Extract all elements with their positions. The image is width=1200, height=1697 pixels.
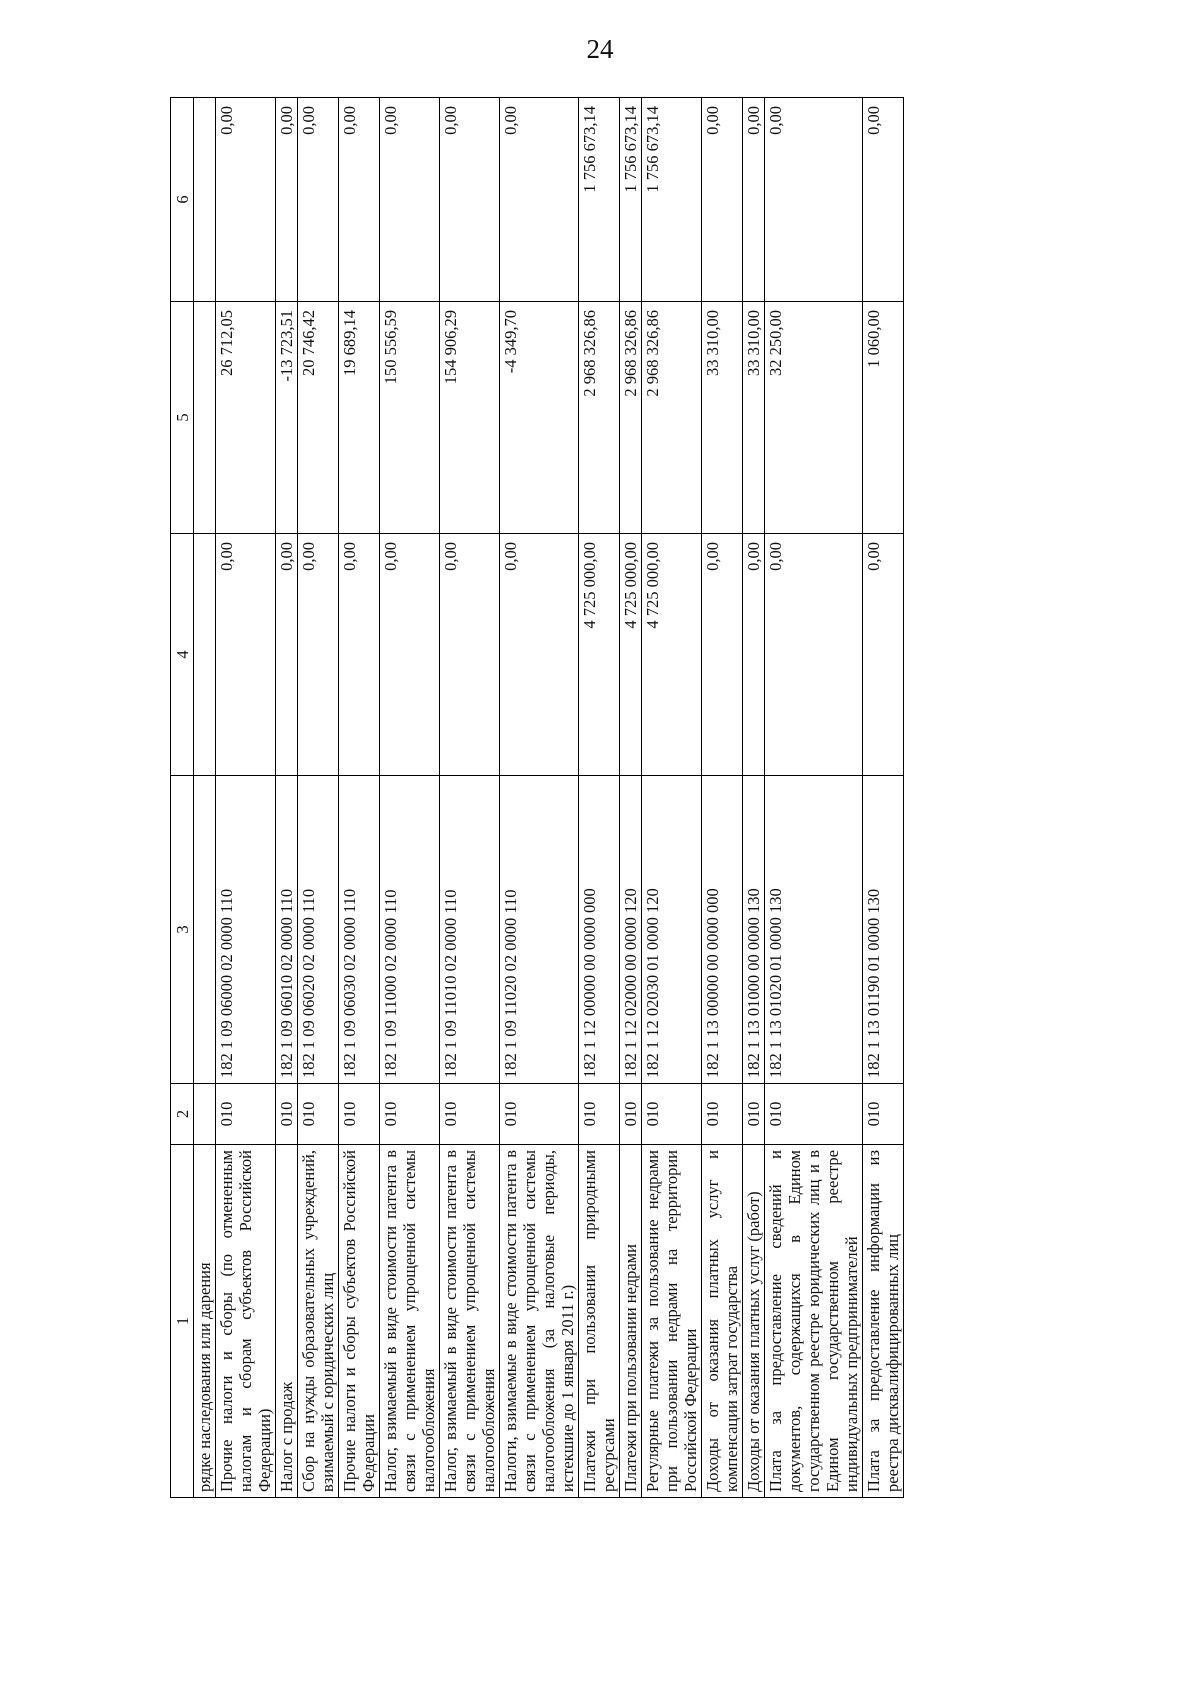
row-value-col5: 33 310,00 <box>743 302 765 534</box>
table-row <box>440 98 500 1498</box>
row-value-col6: 1 756 673,14 <box>620 98 642 302</box>
table-row <box>702 98 743 1498</box>
row-budget-code: 182 1 09 11020 02 0000 110 <box>500 776 579 1084</box>
row-line-code: 010 <box>620 1084 642 1145</box>
continuation-row <box>194 98 216 1498</box>
row-value-col6: 0,00 <box>743 98 765 302</box>
row-budget-code: 182 1 09 11010 02 0000 110 <box>440 776 500 1084</box>
table-row <box>216 98 276 1498</box>
row-budget-code: 182 1 12 00000 00 0000 000 <box>579 776 620 1084</box>
row-value-col5: 33 310,00 <box>702 302 743 534</box>
row-name: Прочие налоги и сборы (по отмененным налогам и сборам субъектов Российской Федерации) <box>216 1145 276 1498</box>
table-row <box>500 98 579 1498</box>
row-name: Налог, взимаемый в виде стоимости патента в связи с применением упрощенной системы налогообложения <box>380 1145 440 1498</box>
row-name: Платежи при пользовании недрами <box>620 1145 642 1498</box>
row-value-col5: -4 349,70 <box>500 302 579 534</box>
row-value-col6: 0,00 <box>765 98 863 302</box>
table-row <box>863 98 904 1498</box>
table-row <box>642 98 702 1498</box>
row-value-col5: 2 968 326,86 <box>579 302 620 534</box>
row-name: Плата за предоставление сведений и документов, содержащихся в Едином государственном реестре юридических лиц и в Едином государственном реестре индивидуальных предпринимателей <box>765 1145 863 1498</box>
row-name: Налоги, взимаемые в виде стоимости патента в связи с применением упрощенной системы налогообложения (за налоговые периоды, истекшие до 1 января 2011 г.) <box>500 1145 579 1498</box>
row-value-col4: 0,00 <box>500 534 579 776</box>
table-row <box>765 98 863 1498</box>
row-value-col4: 0,00 <box>298 534 339 776</box>
row-budget-code: 182 1 13 01190 01 0000 130 <box>863 776 904 1084</box>
header-cell: 4 <box>171 534 194 776</box>
row-value-col5: 20 746,42 <box>298 302 339 534</box>
row-line-code: 010 <box>863 1084 904 1145</box>
row-budget-code: 182 1 09 06010 02 0000 110 <box>276 776 298 1084</box>
row-name: Плата за предоставление информации из реестра дисквалифицированных лиц <box>863 1145 904 1498</box>
row-budget-code: 182 1 12 02000 00 0000 120 <box>620 776 642 1084</box>
table-row <box>380 98 440 1498</box>
row-budget-code: 182 1 09 06030 02 0000 110 <box>339 776 380 1084</box>
row-name: Налог с продаж <box>276 1145 298 1498</box>
row-value-col6: 0,00 <box>276 98 298 302</box>
row-value-col5: 32 250,00 <box>765 302 863 534</box>
row-budget-code: 182 1 13 01000 00 0000 130 <box>743 776 765 1084</box>
row-line-code: 010 <box>579 1084 620 1145</box>
header-cell: 5 <box>171 302 194 534</box>
row-name: Налог, взимаемый в виде стоимости патента в связи с применением упрощенной системы налогообложения <box>440 1145 500 1498</box>
table-header-row <box>171 98 194 1498</box>
row-value-col6: 0,00 <box>339 98 380 302</box>
row-value-col6: 0,00 <box>380 98 440 302</box>
row-budget-code: 182 1 09 11000 02 0000 110 <box>380 776 440 1084</box>
rotated-table-wrapper <box>170 98 1037 1498</box>
row-value-col6: 0,00 <box>702 98 743 302</box>
row-line-code: 010 <box>440 1084 500 1145</box>
row-value-col5: 154 906,29 <box>440 302 500 534</box>
row-name: Доходы от оказания платных услуг (работ) <box>743 1145 765 1498</box>
row-name: Платежи при пользовании природными ресурсами <box>579 1145 620 1498</box>
row-value-col5: 2 968 326,86 <box>642 302 702 534</box>
row-value-col4: 0,00 <box>440 534 500 776</box>
header-cell: 1 <box>171 1145 194 1498</box>
row-value-col6: 1 756 673,14 <box>642 98 702 302</box>
header-cell: 6 <box>171 98 194 302</box>
row-value-col4: 0,00 <box>216 534 276 776</box>
row-value-col6: 0,00 <box>500 98 579 302</box>
row-line-code: 010 <box>500 1084 579 1145</box>
row-name: Доходы от оказания платных услуг и компенсации затрат государства <box>702 1145 743 1498</box>
row-line-code: 010 <box>765 1084 863 1145</box>
row-budget-code: 182 1 09 06000 02 0000 110 <box>216 776 276 1084</box>
row-value-col4: 4 725 000,00 <box>579 534 620 776</box>
row-budget-code: 182 1 13 00000 00 0000 000 <box>702 776 743 1084</box>
row-line-code: 010 <box>216 1084 276 1145</box>
table-row <box>276 98 298 1498</box>
row-value-col4: 0,00 <box>339 534 380 776</box>
row-value-col5: -13 723,51 <box>276 302 298 534</box>
header-cell: 2 <box>171 1084 194 1145</box>
row-value-col5: 2 968 326,86 <box>620 302 642 534</box>
row-value-col6: 0,00 <box>440 98 500 302</box>
continuation-text: рядке наследования или дарения <box>194 1145 216 1498</box>
table-row <box>743 98 765 1498</box>
row-budget-code: 182 1 13 01020 01 0000 130 <box>765 776 863 1084</box>
row-line-code: 010 <box>339 1084 380 1145</box>
row-line-code: 010 <box>642 1084 702 1145</box>
row-value-col6: 0,00 <box>298 98 339 302</box>
row-name: Сбор на нужды образовательных учреждений, взимаемый с юридических лиц <box>298 1145 339 1498</box>
table-body <box>216 98 904 1498</box>
row-value-col4: 4 725 000,00 <box>642 534 702 776</box>
row-value-col6: 0,00 <box>216 98 276 302</box>
row-value-col4: 0,00 <box>765 534 863 776</box>
table-row <box>620 98 642 1498</box>
row-line-code: 010 <box>276 1084 298 1145</box>
row-value-col5: 150 556,59 <box>380 302 440 534</box>
row-value-col4: 0,00 <box>702 534 743 776</box>
row-line-code: 010 <box>702 1084 743 1145</box>
row-line-code: 010 <box>380 1084 440 1145</box>
row-value-col4: 0,00 <box>380 534 440 776</box>
row-budget-code: 182 1 12 02030 01 0000 120 <box>642 776 702 1084</box>
row-value-col4: 0,00 <box>863 534 904 776</box>
row-value-col4: 4 725 000,00 <box>620 534 642 776</box>
table-row <box>579 98 620 1498</box>
row-name: Регулярные платежи за пользование недрами при пользовании недрами на территории Российской Федерации <box>642 1145 702 1498</box>
row-value-col6: 1 756 673,14 <box>579 98 620 302</box>
row-budget-code: 182 1 09 06020 02 0000 110 <box>298 776 339 1084</box>
row-name: Прочие налоги и сборы субъектов Российской Федерации <box>339 1145 380 1498</box>
table-row <box>298 98 339 1498</box>
row-value-col5: 1 060,00 <box>863 302 904 534</box>
row-value-col4: 0,00 <box>743 534 765 776</box>
row-value-col4: 0,00 <box>276 534 298 776</box>
row-value-col5: 26 712,05 <box>216 302 276 534</box>
row-line-code: 010 <box>298 1084 339 1145</box>
row-value-col6: 0,00 <box>863 98 904 302</box>
page-number: 24 <box>586 34 614 64</box>
revenue-table <box>170 97 904 1498</box>
row-value-col5: 19 689,14 <box>339 302 380 534</box>
table-row <box>339 98 380 1498</box>
header-cell: 3 <box>171 776 194 1084</box>
row-line-code: 010 <box>743 1084 765 1145</box>
